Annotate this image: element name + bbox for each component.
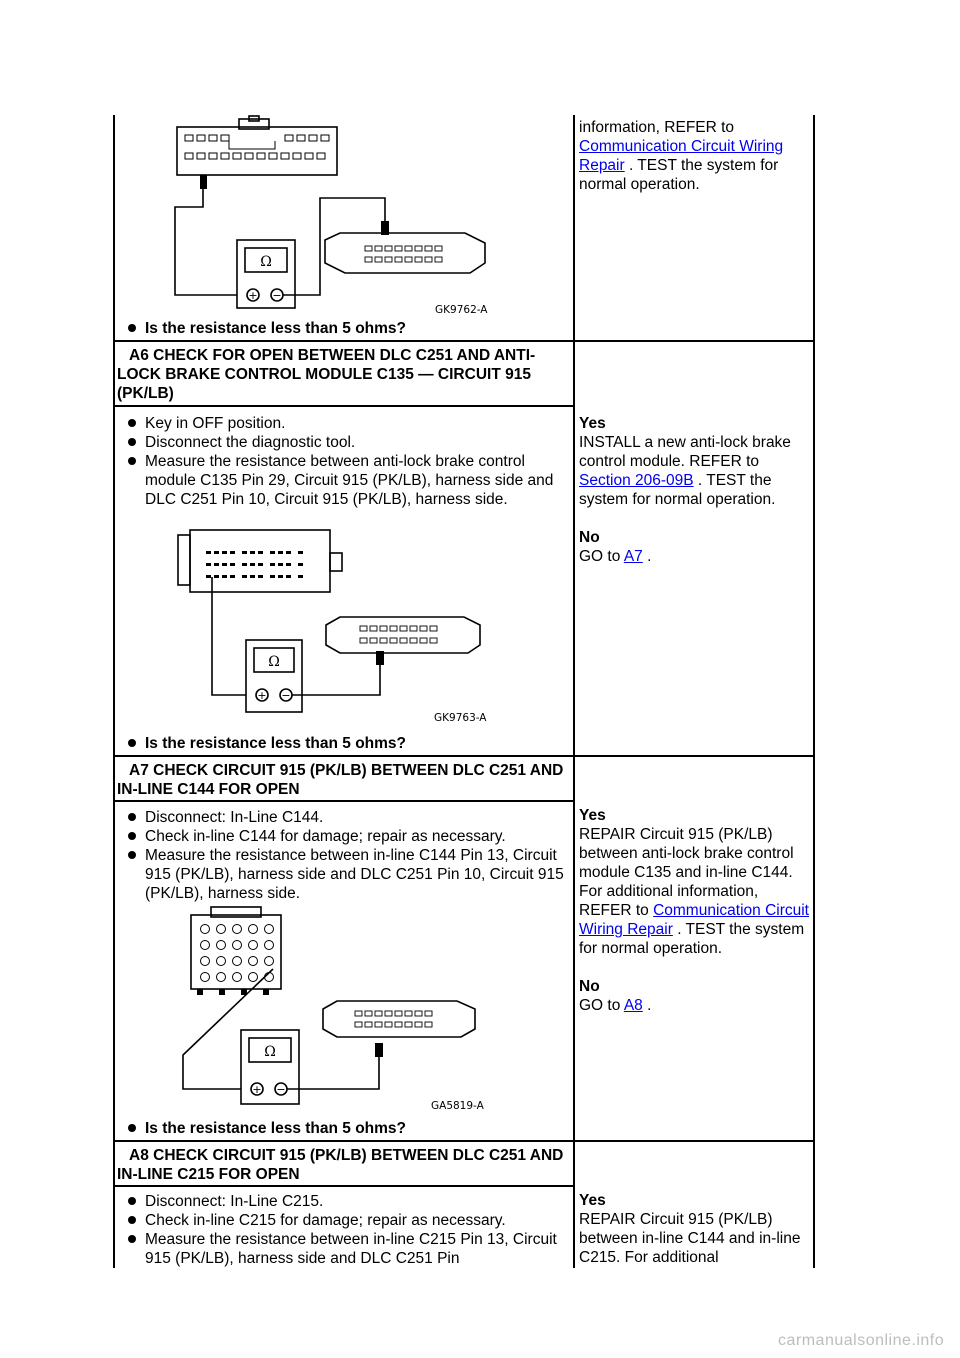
- figure-code: GK9763-A: [434, 712, 487, 724]
- table-border-middle: [573, 115, 575, 1268]
- a6-steps: [118, 414, 570, 509]
- site-watermark: carmanualsonline.info: [778, 1332, 945, 1349]
- plus-sign: +: [248, 289, 258, 302]
- no-after: .: [642, 997, 652, 1014]
- resistance-question-1: Is the resistance less than 5 ohms?: [118, 319, 406, 338]
- refer-line: information, REFER to: [579, 119, 735, 136]
- a8-result: [579, 1191, 811, 1267]
- refer-text-top: [579, 118, 809, 194]
- a6-header: A6 CHECK FOR OPEN BETWEEN DLC C251 AND ANTI-LOCK BRAKE CONTROL MODULE C135 — CIRCUIT 915 (PK/LB): [117, 347, 536, 402]
- a7-steps: [118, 808, 570, 903]
- minus-sign: −: [272, 289, 282, 302]
- list-item: Check in-line C215 for damage; repair as necessary.: [118, 1211, 570, 1230]
- refer-after: . TEST the system for normal operation.: [579, 157, 779, 193]
- figure-ga5819-a: [175, 905, 505, 1115]
- list-item: Disconnect: In-Line C215.: [118, 1192, 570, 1211]
- no-label: No: [579, 978, 600, 995]
- yes-text: INSTALL a new anti-lock brake control module. REFER to: [579, 434, 791, 470]
- yes-text: REPAIR Circuit 915 (PK/LB) between anti-lock brake control module C135 and in-line C144. For additional information, REFER to: [579, 826, 794, 919]
- figure-gk9762-a: [165, 115, 505, 320]
- table-border-left: [113, 115, 115, 1268]
- list-item: Disconnect the diagnostic tool.: [118, 433, 570, 452]
- figure-code: GA5819-A: [431, 1100, 484, 1112]
- row-divider: [113, 340, 815, 342]
- section-206-09b-link[interactable]: Section 206-09B: [579, 472, 694, 489]
- a8-steps: [118, 1192, 570, 1268]
- minus-sign: −: [276, 1083, 286, 1096]
- yes-text: REPAIR Circuit 915 (PK/LB) between in-line C144 and in-line C215. For additional: [579, 1211, 801, 1266]
- no-text: GO to: [579, 997, 621, 1014]
- no-after: .: [642, 548, 652, 565]
- a7-link[interactable]: A7: [623, 548, 643, 565]
- row-divider: [113, 1185, 575, 1187]
- a8-header: A8 CHECK CIRCUIT 915 (PK/LB) BETWEEN DLC C251 AND IN-LINE C215 FOR OPEN: [117, 1147, 564, 1183]
- communication-circuit-wiring-repair-link[interactable]: Communication Circuit Wiring Repair: [579, 902, 809, 938]
- ohm-symbol: Ω: [264, 1044, 276, 1060]
- figure-code: GK9762-A: [435, 304, 488, 316]
- plus-sign: +: [257, 689, 267, 702]
- row-divider: [113, 755, 815, 757]
- yes-after: . TEST the system for normal operation.: [579, 921, 805, 957]
- list-item: Measure the resistance between in-line C215 Pin 13, Circuit 915 (PK/LB), harness side and DLC C251 Pin: [118, 1230, 570, 1268]
- ohm-symbol: Ω: [268, 654, 280, 670]
- resistance-question-3: Is the resistance less than 5 ohms?: [118, 1119, 406, 1138]
- ohm-symbol: Ω: [260, 254, 272, 270]
- minus-sign: −: [281, 689, 291, 702]
- communication-circuit-wiring-repair-link[interactable]: Communication Circuit Wiring Repair: [579, 138, 784, 174]
- row-divider: [113, 800, 575, 802]
- list-item: Measure the resistance between anti-lock brake control module C135 Pin 29, Circuit 915 (PK/LB), harness side and DLC C251 Pin 10, Circuit 915 (PK/LB), harness side.: [118, 452, 570, 509]
- a7-result: [579, 806, 811, 1015]
- list-item: Disconnect: In-Line C144.: [118, 808, 570, 827]
- list-item: Check in-line C144 for damage; repair as necessary.: [118, 827, 570, 846]
- a8-link[interactable]: A8: [623, 997, 643, 1014]
- plus-sign: +: [252, 1083, 262, 1096]
- a7-header: A7 CHECK CIRCUIT 915 (PK/LB) BETWEEN DLC C251 AND IN-LINE C144 FOR OPEN: [117, 762, 564, 798]
- yes-label: Yes: [579, 415, 606, 432]
- a6-result: [579, 414, 811, 566]
- no-text: GO to: [579, 548, 621, 565]
- no-label: No: [579, 529, 600, 546]
- yes-label: Yes: [579, 1192, 606, 1209]
- yes-label: Yes: [579, 807, 606, 824]
- figure-gk9763-a: [168, 525, 508, 730]
- list-item: Key in OFF position.: [118, 414, 570, 433]
- list-item: Measure the resistance between in-line C144 Pin 13, Circuit 915 (PK/LB), harness side and DLC C251 Pin 10, Circuit 915 (PK/LB), harness side.: [118, 846, 570, 903]
- table-border-right: [813, 115, 815, 1268]
- resistance-question-2: Is the resistance less than 5 ohms?: [118, 734, 406, 753]
- row-divider: [113, 1140, 815, 1142]
- yes-after: . TEST the system for normal operation.: [579, 472, 776, 508]
- row-divider: [113, 405, 575, 407]
